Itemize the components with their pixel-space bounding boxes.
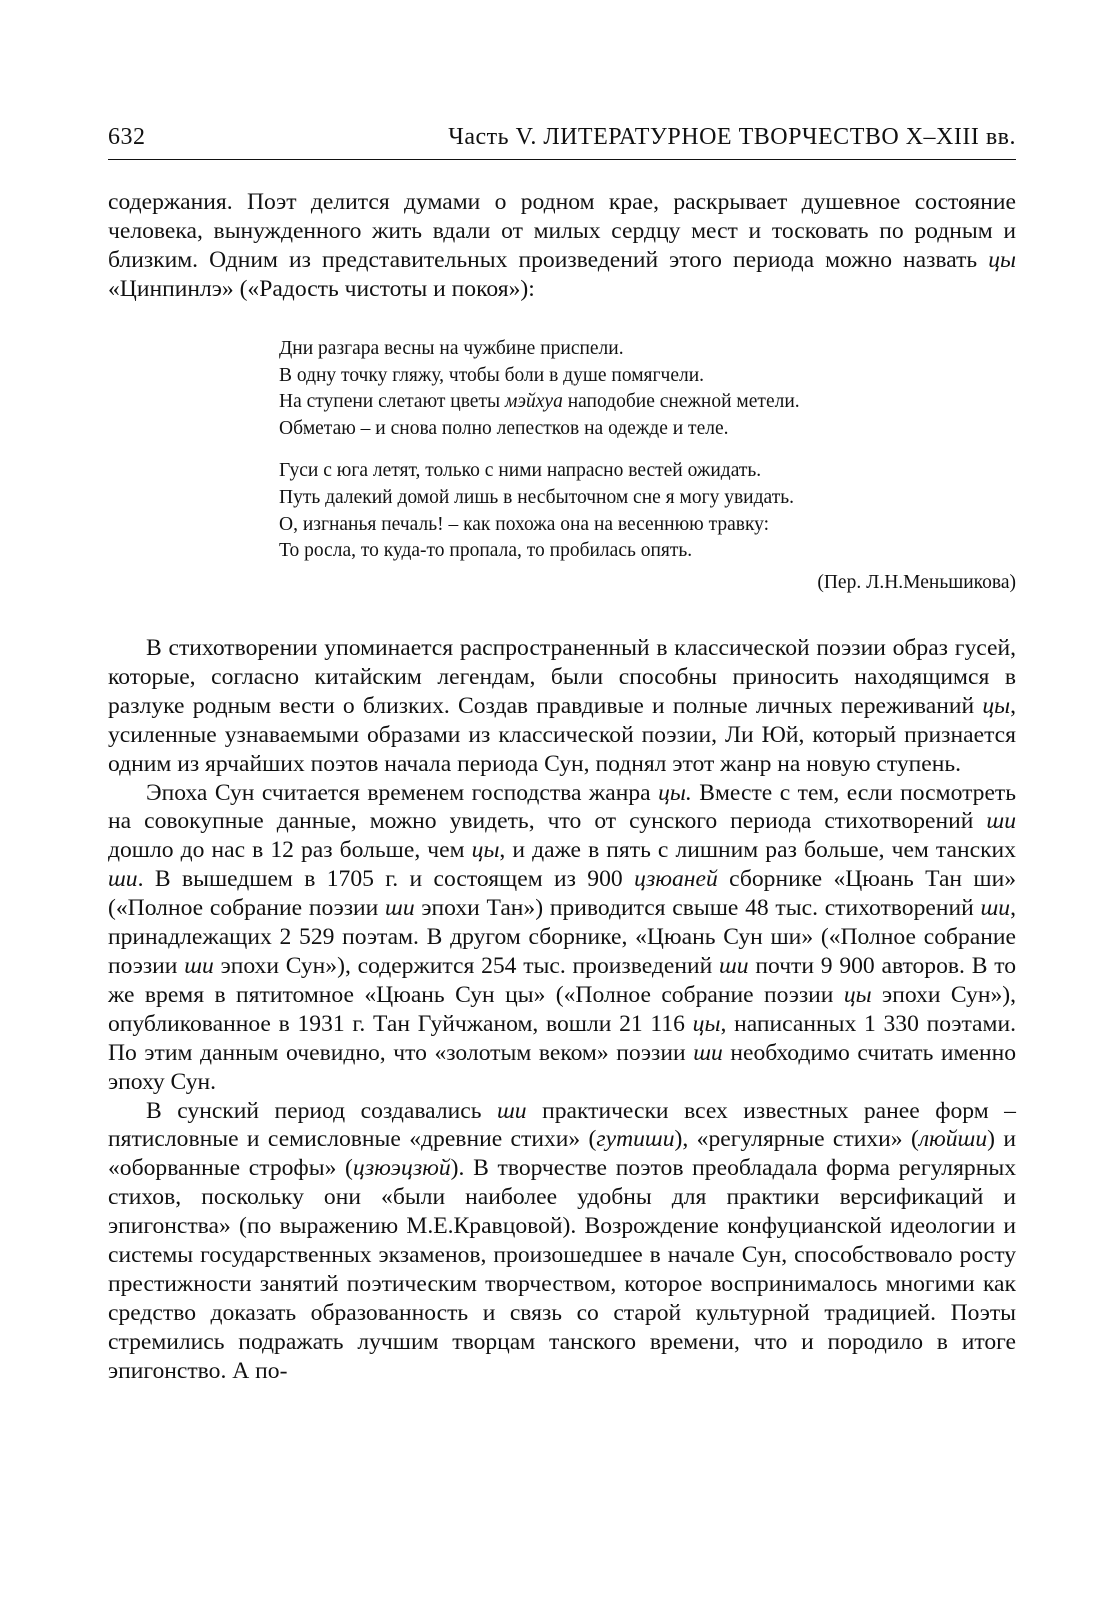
italic-term: ши: [719, 952, 749, 979]
text-span: необходимо считать именно эпоху Сун.: [108, 1039, 1016, 1095]
text-span: «Цинпинлэ» («Радость чистоты и покоя»):: [108, 275, 535, 302]
italic-term: ши: [496, 1097, 527, 1124]
intro-text: [108, 188, 1016, 304]
paragraph-2: [108, 779, 1016, 1097]
text-span: наподобие снежной метели.: [562, 391, 800, 413]
italic-term: ши: [108, 866, 138, 893]
main-text: [108, 634, 1016, 1386]
running-header: [108, 124, 1016, 158]
text-span: дошло до нас в 12 раз больше, чем: [108, 837, 472, 864]
italic-term: цы: [988, 246, 1016, 273]
italic-term: цзюэцзюй: [352, 1155, 451, 1182]
text-span: Эпоха Сун считается временем господства жанра: [146, 779, 659, 806]
poem-stanza-1: [279, 336, 1016, 442]
poem-line: То росла, то куда-то пропала, то пробилась опять.: [279, 540, 693, 562]
text-span: На ступени слетают цветы: [279, 391, 505, 413]
poem: [279, 336, 1016, 596]
poem-line: Путь далекий домой лишь в несбыточном сне я могу увидать.: [279, 486, 794, 508]
text-span: , принадлежащих 2 529 поэтам. В другом сборнике, «Цюань Сун ши» («Полное собрание поэзии: [108, 895, 1016, 979]
italic-term: мэйхуа: [504, 391, 563, 413]
poem-line: Обметаю – и снова полно лепестков на одежде и теле.: [279, 417, 729, 439]
text-span: , усиленные узнаваемыми образами из классической поэзии, Ли Юй, который признается одним из ярчайших поэтов начала периода Сун, поднял этот жанр на новую ступень.: [108, 692, 1016, 777]
italic-term: цы: [471, 837, 500, 864]
text-span: , написанных 1 330 поэтами. По этим данным очевидно, что «золотым веком» поэзии: [108, 1010, 1016, 1066]
italic-term: цы: [982, 692, 1011, 719]
italic-term: ши: [986, 808, 1016, 835]
text-span: . В вышедшем в 1705 г. и состоящем из 900: [137, 866, 635, 893]
text-span: сборнике «Цюань Тан ши» («Полное собрание поэзии: [108, 866, 1016, 922]
running-title: Часть V. ЛИТЕРАТУРНОЕ ТВОРЧЕСТВО X–XIII вв.: [448, 124, 1016, 150]
text-span: В стихотворении упоминается распространенный в классической поэзии образ гусей, которые, согласно китайским легендам, были способны приносить находящимся в разлуке родным вести о близких. Создав правдивые и полные личных переживаний: [108, 635, 1016, 719]
poem-stanza-2: [279, 458, 1016, 564]
text-span: Вместе с тем, если посмотреть на совокупные данные, можно увидеть, что от сунского периода стихотворений: [108, 779, 1017, 835]
poem-line: О, изгнанья печаль! – как похожа она на весеннюю травку:: [279, 513, 770, 535]
text-span: почти 9 900 авторов. В то же время в пятитомное «Цюань Сун цы» («Полное собрание поэзии: [108, 952, 1016, 1008]
text-span: эпохи Сун»), содержится 254 тыс. произведений: [213, 952, 719, 979]
intro-paragraph: [108, 188, 1016, 304]
page-number: 632: [108, 124, 146, 150]
poem-line: Гуси с юга летят, только с ними напрасно вестей ожидать.: [279, 460, 762, 482]
italic-term: ши: [980, 895, 1011, 922]
text-span: ), «регулярные стихи» (: [674, 1126, 919, 1153]
text-span: эпохи Сун»), опубликованное в 1931 г. Тан Гуйчжаном, вошли 21 116: [108, 981, 1016, 1037]
text-span: ). В творчестве поэтов преобладала форма регулярных стихов, поскольку они «были наиболее удобны для практики версификаций и эпигонства» (по выражению М.Е.Кравцовой). Возрождение конфуцианской идеологии и системы государственных экзаменов, произошедшее в начале Сун, способствовало росту престижности занятий поэтическим творчеством, которое воспринималось многими как средство доказать образованность и связь со старой культурной традицией. Поэты стремились подражать лучшим творцам танского времени, что и породило в итоге эпигонство. А по-: [108, 1155, 1017, 1384]
header-rule: [108, 159, 1016, 160]
italic-term: люйши: [918, 1126, 988, 1153]
italic-term: цы.: [658, 779, 692, 806]
text-span: практически всех известных ранее форм – пятисловные и семисловные «древние стихи» (: [108, 1097, 1016, 1153]
poem-attribution: (Пер. Л.Н.Меньшикова): [817, 571, 1016, 593]
paragraph-1: [108, 634, 1016, 779]
poem-line: В одну точку гляжу, чтобы боли в душе помягчели.: [279, 364, 705, 386]
italic-term: цы: [692, 1010, 721, 1037]
italic-term: гутиши: [596, 1126, 675, 1153]
text-span: , и даже в пять с лишним раз больше, чем танских: [499, 837, 1016, 864]
italic-term: цы: [843, 981, 872, 1008]
poem-line: Дни разгара весны на чужбине приспели.: [279, 338, 624, 359]
poem-line: [279, 389, 1016, 416]
text-span: ) и «оборванные строфы» (: [108, 1126, 1017, 1182]
paragraph-3: [108, 1097, 1016, 1386]
italic-term: ши: [184, 952, 214, 979]
italic-term: ши: [385, 895, 415, 922]
text-span: В сунский период создавались: [146, 1097, 497, 1124]
text-span: эпохи Тан») приводится свыше 48 тыс. стихотворений: [414, 895, 981, 922]
italic-term: ши: [693, 1039, 723, 1066]
text-span: содержания. Поэт делится думами о родном крае, раскрывает душевное состояние человека, вынужденного жить вдали от милых сердцу мест и тосковать по родным и близким. Одним из представительных произведений этого периода можно назвать: [108, 189, 1016, 273]
italic-term: цзюаней: [634, 866, 718, 893]
